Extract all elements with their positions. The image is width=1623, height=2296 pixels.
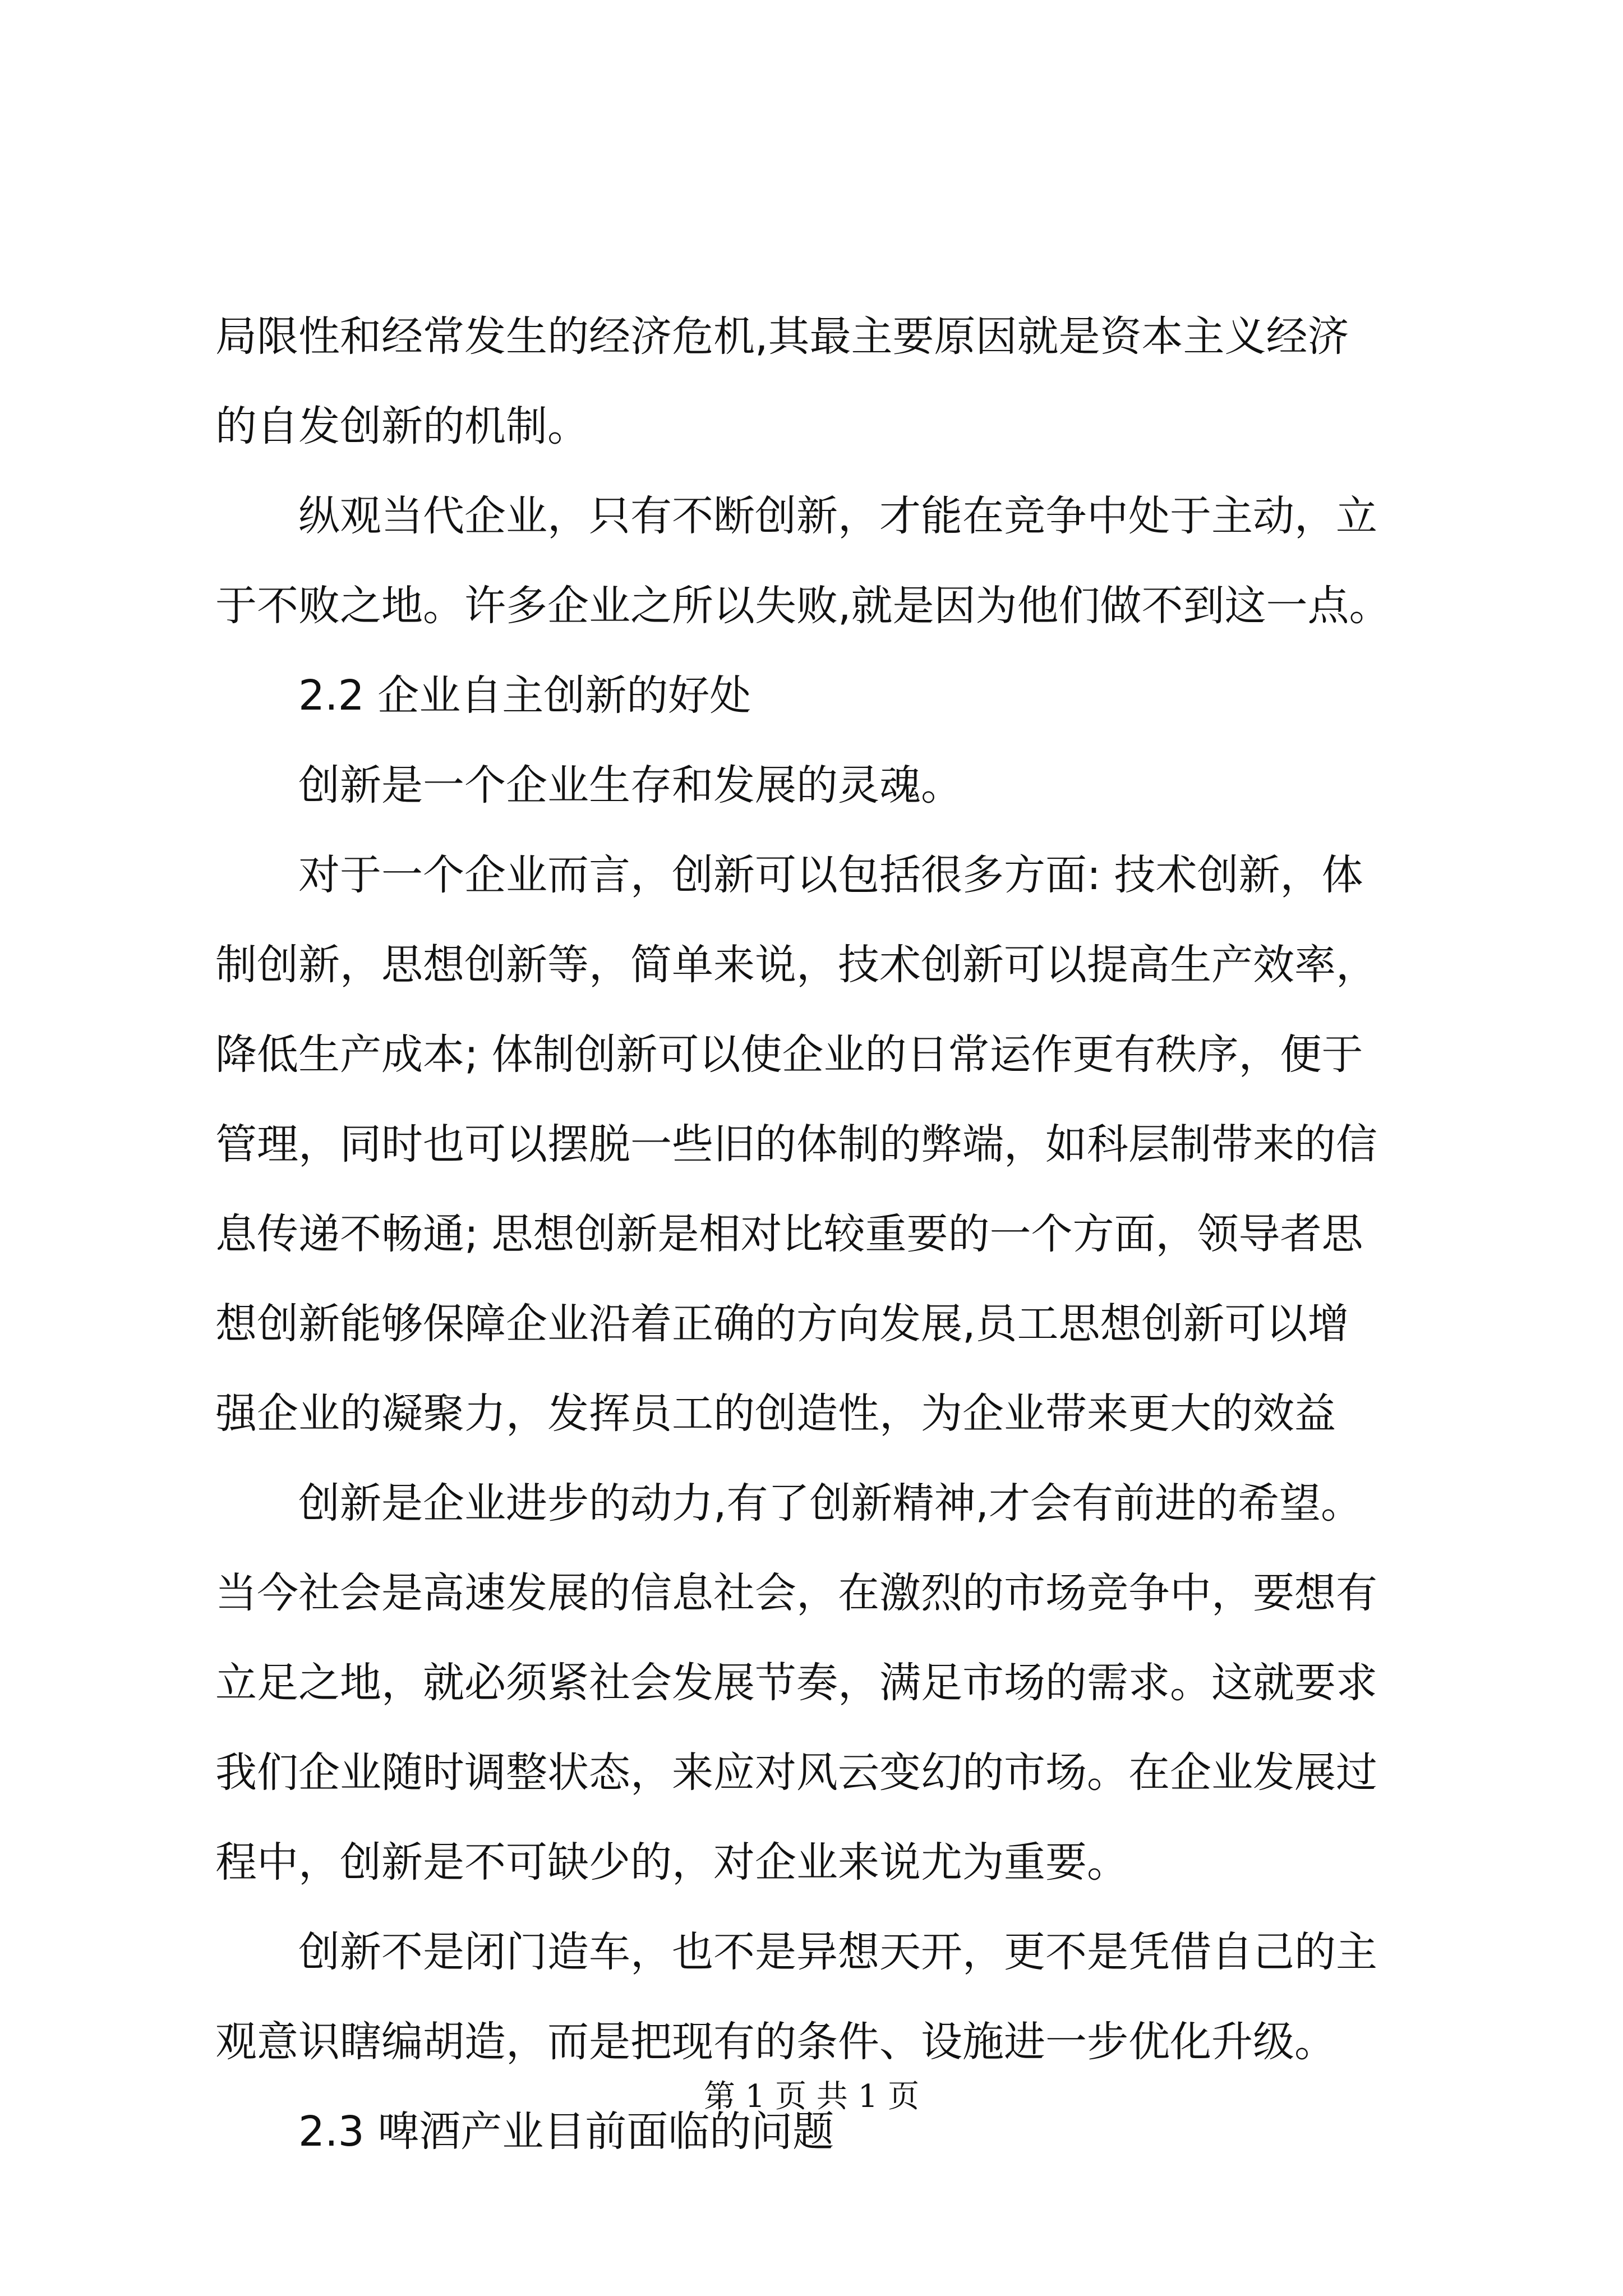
text-line: 局限性和经常发生的经济危机,其最主要原因就是资本主义经济 — [215, 312, 1349, 361]
text-line: 想创新能够保障企业沿着正确的方向发展,员工思想创新可以增 — [215, 1300, 1349, 1348]
paragraph-start: 创新是企业进步的动力,有了创新精神,才会有前进的希望。 — [298, 1479, 1363, 1527]
paragraph-start: 对于一个企业而言，创新可以包括很多方面: 技术创新，体 — [298, 851, 1363, 899]
text-line: 管理，同时也可以摆脱一些旧的体制的弊端，如科层制带来的信 — [215, 1120, 1377, 1168]
text-line: 当今社会是高速发展的信息社会，在激烈的市场竞争中，要想有 — [215, 1569, 1377, 1617]
text-line: 程中，创新是不可缺少的，对企业来说尤为重要。 — [215, 1838, 1128, 1887]
paragraph-start: 创新是一个企业生存和发展的灵魂。 — [298, 761, 962, 809]
text-line: 的自发创新的机制。 — [215, 402, 589, 450]
text-line: 降低生产成本; 体制创新可以使企业的日常运作更有秩序，便于 — [215, 1030, 1363, 1079]
paragraph-start: 创新不是闭门造车，也不是异想天开，更不是凭借自己的主 — [298, 1928, 1377, 1976]
text-line: 制创新，思想创新等，简单来说，技术创新可以提高生产效率， — [215, 941, 1377, 989]
text-line: 我们企业随时调整状态，来应对风云变幻的市场。在企业发展过 — [215, 1749, 1377, 1797]
document-body — [215, 292, 1415, 2177]
section-heading: 2.3 啤酒产业目前面临的问题 — [298, 2108, 834, 2156]
text-line: 观意识瞎编胡造，而是把现有的条件、设施进一步优化升级。 — [215, 2018, 1336, 2066]
text-line: 立足之地，就必须紧社会发展节奏，满足市场的需求。这就要求 — [215, 1659, 1377, 1707]
section-heading: 2.2 企业自主创新的好处 — [298, 671, 751, 720]
paragraph-start: 纵观当代企业，只有不断创新，才能在竞争中处于主动，立 — [298, 492, 1377, 540]
text-line: 强企业的凝聚力，发挥员工的创造性，为企业带来更大的效益 — [215, 1389, 1336, 1438]
page-footer: 第 1 页 共 1 页 — [703, 2078, 920, 2115]
text-line: 于不败之地。许多企业之所以失败,就是因为他们做不到这一点。 — [215, 582, 1391, 630]
text-line: 息传递不畅通; 思想创新是相对比较重要的一个方面，领导者思 — [215, 1210, 1363, 1258]
